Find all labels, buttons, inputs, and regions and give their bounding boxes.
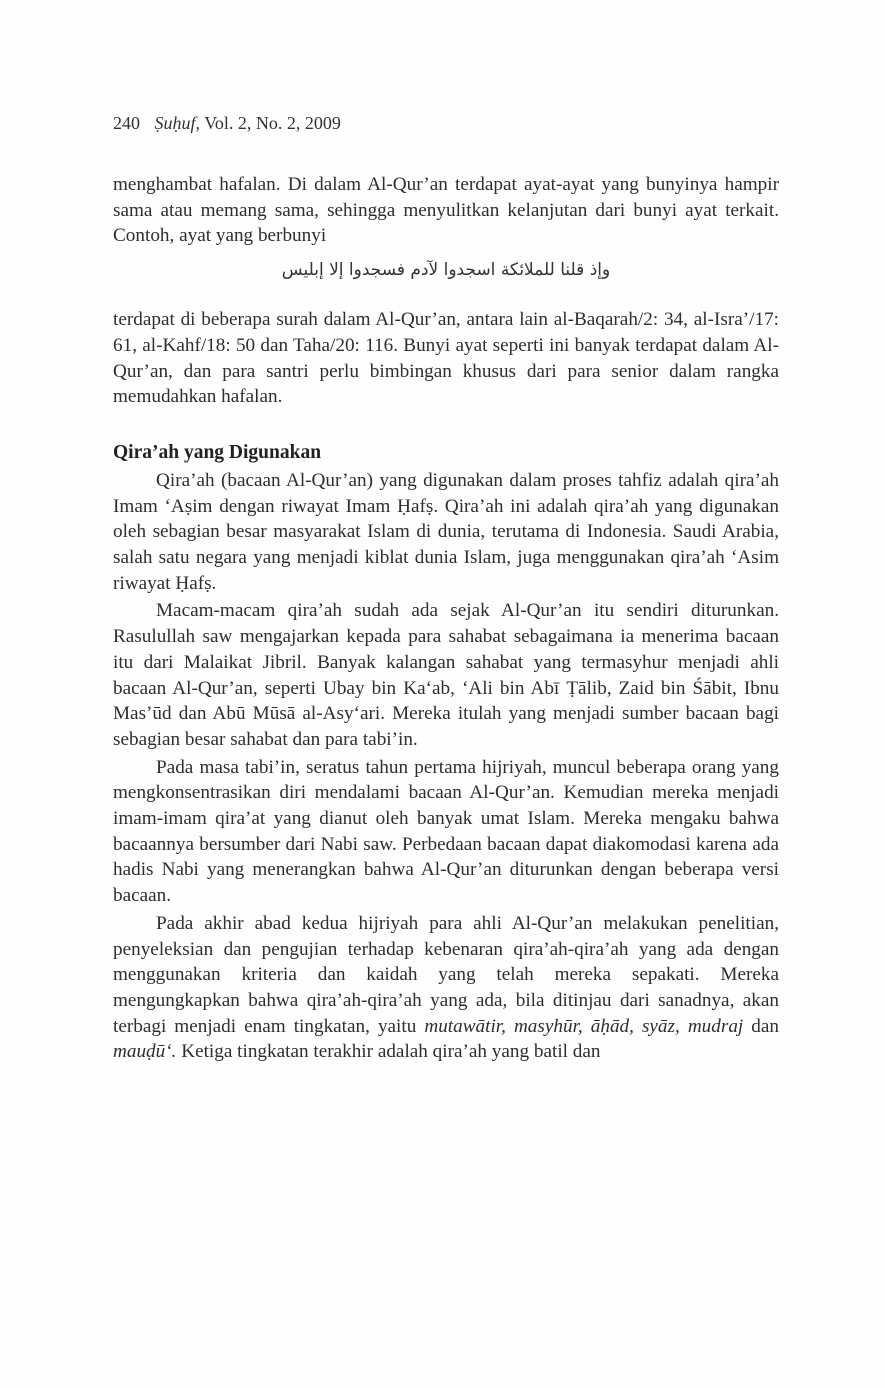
term-syaz: syāz, <box>641 1015 680 1037</box>
term-ahad: āḥād, <box>590 1015 634 1037</box>
paragraph-qiraah: Qira’ah (bacaan Al-Qur’an) yang digunakan dalam proses tahfiz adalah qira’ah Imam ‘Aṣim dengan riwayat Imam Ḥafṣ. Qira’ah ini adalah qira’ah yang digunakan oleh sebagian besar masyarakat Islam di dunia, terutama di Indonesia. Saudi Arabia, salah satu negara yang menjadi kiblat dunia Islam, juga menggunakan qira’ah ‘Asim riwayat Ḥafṣ. <box>113 469 779 594</box>
journal-name: Ṣuḥuf, <box>154 113 201 133</box>
term-mutawatir: mutawātir, <box>424 1015 506 1037</box>
term-maudu: mauḍū‘. <box>113 1041 177 1063</box>
verse-explanation-paragraph: terdapat di beberapa surah dalam Al-Qur’an, antara lain al-Baqarah/2: 34, al-Isra’/17: 61, al-Kahf/18: 50 dan Taha/20: 116. Bunyi ayat seperti ini banyak terdapat dalam Al-Qur’an, dan para santri perlu bimbingan khusus dari para senior dalam rangka memudahkan hafalan. <box>113 309 779 408</box>
conjunction: dan <box>751 1015 780 1037</box>
paragraph-history: Macam-macam qira’ah sudah ada sejak Al-Qur’an itu sendiri diturunkan. Rasulullah saw mengajarkan kepada para sahabat sebagaimana ia menerima bacaan itu dari Malaikat Jibril. Banyak kalangan sahabat yang termasyhur menjadi ahli bacaan Al-Qur’an, seperti Ubay bin Ka‘ab, ‘Ali bin Abī Ṭālib, Zaid bin Śābit, Ibnu Mas’ūd dan Abū Mūsā al-Asy‘ari. Mereka itulah yang menjadi sumber bacaan bagi sebagian besar sahabat dan para tabi’in. <box>113 600 779 750</box>
body-text <box>113 172 779 1065</box>
classification-continuation: Ketiga tingkatan terakhir adalah qira’ah yang batil dan <box>181 1041 601 1063</box>
journal-issue: Vol. 2, No. 2, 2009 <box>204 113 341 133</box>
term-mudraj: mudraj <box>687 1015 744 1037</box>
page-number: 240 <box>113 113 140 133</box>
section-heading: Qira’ah yang Digunakan <box>113 441 322 463</box>
running-header <box>113 113 341 134</box>
term-masyhur: masyhūr, <box>513 1015 583 1037</box>
paragraph-tabiin: Pada masa tabi’in, seratus tahun pertama hijriyah, muncul beberapa orang yang mengkonsentrasikan diri mendalami bacaan Al-Qur’an. Kemudian mereka menjadi imam-imam qira’at yang dianut oleh banyak umat Islam. Mereka mengaku bahwa bacaannya bersumber dari Nabi saw. Perbedaan bacaan dapat diakomodasi karena ada hadis Nabi yang menerangkan bahwa Al-Qur’an diturunkan dengan beberapa versi bacaan. <box>113 756 779 907</box>
intro-paragraph: menghambat hafalan. Di dalam Al-Qur’an terdapat ayat-ayat yang bunyinya hampir sama atau memang sama, sehingga menyulitkan kelanjutan dari bunyi ayat terkait. Contoh, ayat yang berbunyi <box>113 174 779 247</box>
classification-text: Pada akhir abad kedua hijriyah para ahli Al-Qur’an melakukan penelitian, penyeleksian dan pengujian terhadap kebenaran qira’ah-qira’ah yang ada dengan menggunakan kriteria dan kaidah yang telah mereka sepakati. Mereka mengungkapkan bahwa qira’ah-qira’ah yang ada, bila ditinjau dari sanadnya, akan terbagi menjadi enam tingkatan, yaitu <box>113 912 779 1037</box>
arabic-verse: وإذ قلنا للملائكة اسجدوا لآدم فسجدوا إلا إبليس <box>281 260 611 281</box>
paragraph-classification <box>113 911 779 1065</box>
